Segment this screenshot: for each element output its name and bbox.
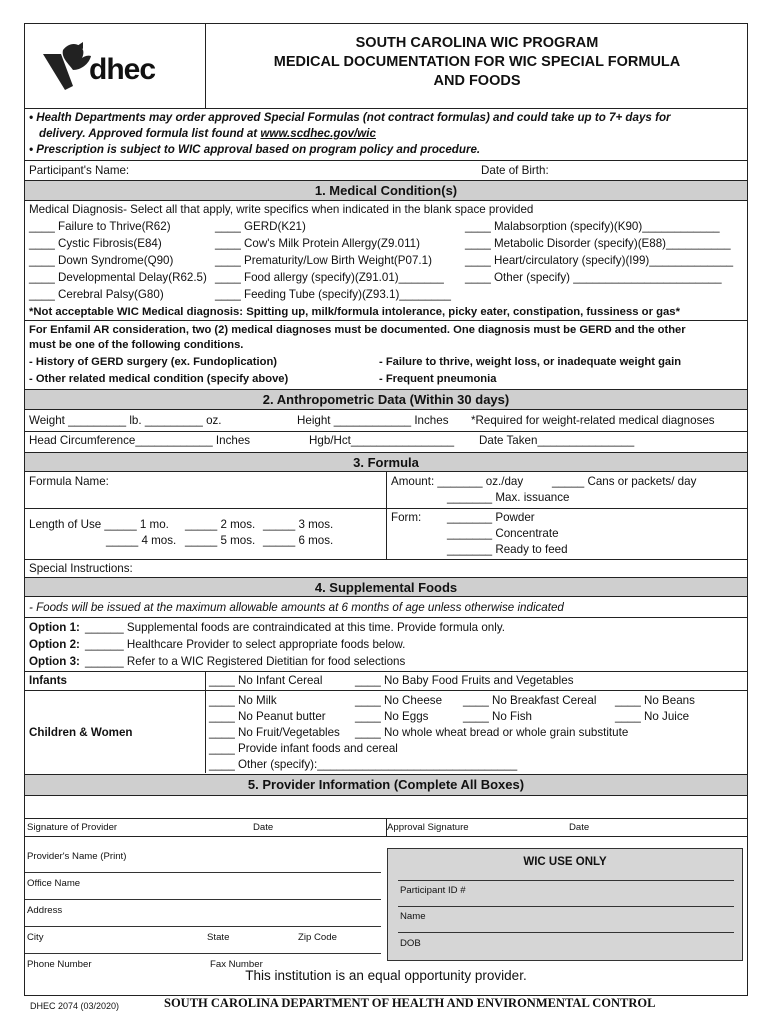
note-delivery-text: delivery. Approved formula list found at [39,127,258,140]
children-women-label: Children & Women [29,726,133,739]
dx-gerd[interactable]: ____ GERD(K21) [215,220,306,233]
signature-of-provider-label[interactable]: Signature of Provider [27,822,118,833]
dx-food-allergy[interactable]: ____ Food allergy (specify)(Z91.01)_______ [215,271,444,284]
no-fruit-vegetables[interactable]: ____ No Fruit/Vegetables [209,726,340,739]
wic-dob-label[interactable]: DOB [400,938,421,949]
option-3-text[interactable]: ______ Refer to a WIC Registered Dietitian for food selections [85,655,406,668]
dhec-logo-text: dhec [89,53,156,86]
note-bullet-1: • Health Departments may order approved Special Formulas (not contract formulas) and could take up to 7+ days for [29,111,671,124]
no-baby-food-fruits-veg[interactable]: ____ No Baby Food Fruits and Vegetables [355,674,574,687]
enfamil-gerd-surgery: - History of GERD surgery (ex. Fundoplication) [29,356,278,368]
section-5-header: 5. Provider Information (Complete All Boxes) [25,774,747,796]
date-taken-field[interactable]: Date Taken_______________ [479,434,635,447]
length-of-use-6mo[interactable]: _____ 6 mos. [263,534,334,547]
wic-form [24,23,748,996]
participant-name-label: Participant's Name: [29,164,130,177]
weight-field[interactable]: Weight _________ lb. _________ oz. [29,414,222,427]
no-milk[interactable]: ____ No Milk [209,694,277,707]
signature-date-label[interactable]: Date [253,822,274,833]
dx-malabsorption[interactable]: ____ Malabsorption (specify)(K90)____________ [465,220,720,233]
title-line-1: SOUTH CAROLINA WIC PROGRAM [355,35,599,51]
dx-cows-milk-allergy[interactable]: ____ Cow's Milk Protein Allergy(Z9.011) [215,237,420,250]
no-infant-cereal[interactable]: ____ No Infant Cereal [209,674,323,687]
office-name-label[interactable]: Office Name [27,878,81,889]
length-of-use-4mo[interactable]: _____ 4 mos. [106,534,177,547]
approval-signature-label[interactable]: Approval Signature [387,822,469,833]
height-field[interactable]: Height ____________ Inches [297,414,449,427]
cans-per-day-field[interactable]: _____ Cans or packets/ day [552,475,697,488]
option-2-label: Option 2: [29,638,80,651]
option-3-label: Option 3: [29,655,80,668]
amount-field[interactable]: Amount: _______ oz./day [391,475,524,488]
section-1-header: 1. Medical Condition(s) [25,180,747,201]
enfamil-pneumonia: - Frequent pneumonia [379,373,497,385]
no-peanut-butter[interactable]: ____ No Peanut butter [209,710,326,723]
no-whole-wheat[interactable]: ____ No whole wheat bread or whole grain substitute [355,726,629,739]
department-name: SOUTH CAROLINA DEPARTMENT OF HEALTH AND ENVIRONMENTAL CONTROL [164,996,656,1010]
length-of-use-5mo[interactable]: _____ 5 mos. [185,534,256,547]
zip-code-label[interactable]: Zip Code [298,932,337,943]
section-2-header: 2. Anthropometric Data (Within 30 days) [25,389,747,410]
city-label[interactable]: City [27,932,44,943]
title-line-3: AND FOODS [433,73,521,89]
infants-label: Infants [29,674,68,687]
state-label[interactable]: State [207,932,230,943]
required-note: *Required for weight-related medical diagnoses [471,414,715,427]
no-eggs[interactable]: ____ No Eggs [355,710,429,723]
other-specify[interactable]: ____ Other (specify):_______________________________ [209,758,518,771]
title-line-2: MEDICAL DOCUMENTATION FOR WIC SPECIAL FORMULA [273,54,681,70]
section-3-header: 3. Formula [25,452,747,472]
form-label: Form: [391,511,422,524]
fax-number-label[interactable]: Fax Number [210,959,263,970]
approval-date-label[interactable]: Date [569,822,590,833]
dx-failure-to-thrive[interactable]: ____ Failure to Thrive(R62) [29,220,171,233]
dx-cerebral-palsy[interactable]: ____ Cerebral Palsy(G80) [29,288,164,301]
enfamil-note-1: For Enfamil AR consideration, two (2) medical diagnoses must be documented. One diagnosis must be GERD and the other [29,324,686,336]
section-4-header: 4. Supplemental Foods [25,577,747,597]
address-label[interactable]: Address [27,905,63,916]
special-instructions-label[interactable]: Special Instructions: [29,562,133,575]
not-acceptable-note: *Not acceptable WIC Medical diagnosis: Spitting up, milk/formula intolerance, picky eater, constipation, fussiness or gas* [29,306,680,318]
dx-developmental-delay[interactable]: ____ Developmental Delay(R62.5) [29,271,207,284]
phone-number-label[interactable]: Phone Number [27,959,92,970]
length-of-use-2mo[interactable]: _____ 2 mos. [185,518,256,531]
dx-prematurity[interactable]: ____ Prematurity/Low Birth Weight(P07.1) [215,254,432,267]
form-title [205,34,749,91]
dob-label: Date of Birth: [481,164,549,177]
wic-name-label[interactable]: Name [400,911,426,922]
wic-use-only-box [387,848,743,961]
option-1-text[interactable]: ______ Supplemental foods are contraindicated at this time. Provide formula only. [85,621,505,634]
equal-opportunity-statement: This institution is an equal opportunity provider. [245,968,527,983]
form-concentrate[interactable]: _______ Concentrate [447,527,559,540]
length-of-use-3mo[interactable]: _____ 3 mos. [263,518,334,531]
note-bullet-2: • Prescription is subject to WIC approval based on program policy and procedure. [29,143,481,156]
no-fish[interactable]: ____ No Fish [463,710,532,723]
formula-name-label[interactable]: Formula Name: [29,475,109,488]
option-2-text[interactable]: ______ Healthcare Provider to select appropriate foods below. [85,638,406,651]
enfamil-note-2: must be one of the following conditions. [29,339,244,351]
option-1-label: Option 1: [29,621,80,634]
participant-id-label[interactable]: Participant ID # [400,885,466,896]
form-number: DHEC 2074 (03/2020) [30,1001,120,1011]
no-juice[interactable]: ____ No Juice [615,710,690,723]
supplemental-note: - Foods will be issued at the maximum allowable amounts at 6 months of age unless otherwise indicated [29,601,564,614]
dx-cystic-fibrosis[interactable]: ____ Cystic Fibrosis(E84) [29,237,162,250]
provide-infant-foods[interactable]: ____ Provide infant foods and cereal [209,742,398,755]
providers-name-label[interactable]: Provider's Name (Print) [27,851,127,862]
diagnosis-intro: Medical Diagnosis- Select all that apply, write specifics when indicated in the blank space provided [29,203,534,216]
wic-use-only-label: WIC USE ONLY [523,856,607,868]
length-of-use-1mo[interactable]: Length of Use _____ 1 mo. [29,518,169,531]
form-ready-to-feed[interactable]: _______ Ready to feed [447,543,568,556]
dx-down-syndrome[interactable]: ____ Down Syndrome(Q90) [29,254,174,267]
wic-website-link[interactable]: www.scdhec.gov/wic [260,127,376,140]
no-beans[interactable]: ____ No Beans [615,694,695,707]
dx-heart-circulatory[interactable]: ____ Heart/circulatory (specify)(I99)_____________ [465,254,734,267]
note-bullet-1-cont [39,127,376,141]
no-cheese[interactable]: ____ No Cheese [355,694,443,707]
form-powder[interactable]: _______ Powder [447,511,535,524]
head-circumference-field[interactable]: Head Circumference____________ Inches [29,434,251,447]
dhec-logo [39,40,169,96]
enfamil-other-condition: - Other related medical condition (specify above) [29,373,289,385]
dx-metabolic-disorder[interactable]: ____ Metabolic Disorder (specify)(E88)__________ [465,237,731,250]
dx-other[interactable]: ____ Other (specify) _______________________ [465,271,722,284]
enfamil-failure-to-thrive: - Failure to thrive, weight loss, or inadequate weight gain [379,356,682,368]
max-issuance-field[interactable]: _______ Max. issuance [447,491,570,504]
dx-feeding-tube[interactable]: ____ Feeding Tube (specify)(Z93.1)________ [215,288,451,301]
no-breakfast-cereal[interactable]: ____ No Breakfast Cereal [463,694,597,707]
hgb-hct-field[interactable]: Hgb/Hct________________ [309,434,455,447]
